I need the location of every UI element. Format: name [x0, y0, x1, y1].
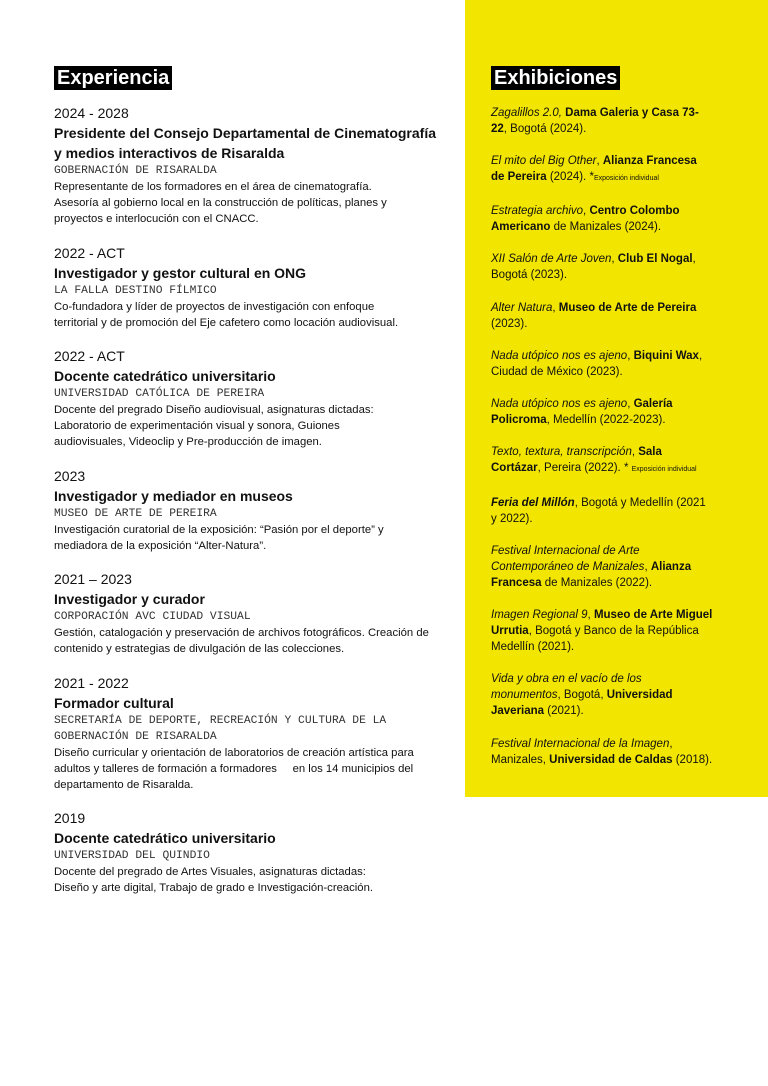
entry-date: 2024 - 2028: [54, 105, 129, 121]
exhibition-entry: [491, 495, 751, 527]
exhibition-entry: [491, 348, 751, 380]
entry-title: Formador cultural: [54, 694, 174, 711]
exhibition-details: (2021).: [544, 705, 584, 718]
entry-title: Docente catedrático universitario: [54, 830, 276, 846]
exhibition-title: Festival Internacional de Arte Contemporáneo de Manizales: [491, 544, 645, 573]
experience-entry: [54, 243, 459, 331]
exhibition-entry: [491, 251, 751, 283]
exhibition-details: ,: [596, 154, 603, 167]
exhibition-entry: [491, 300, 751, 332]
exhibition-title: Texto, textura, transcripción: [491, 446, 632, 459]
entry-description: Docente del pregrado de Artes Visuales, asignaturas dictadas: Diseño y arte digital, Trabajo de grado e Investigación-creación.: [54, 866, 374, 894]
experience-entry: [54, 103, 459, 227]
experience-entry: [54, 569, 459, 657]
exhibition-venue: Sala Cortázar: [491, 446, 662, 475]
entry-date: 2019: [54, 810, 86, 826]
entry-organization: MUSEO DE ARTE DE PEREIRA: [54, 507, 217, 520]
exhibition-note: Exposición individual: [593, 174, 659, 182]
exhibition-title: Imagen Regional 9: [491, 609, 588, 621]
exhibition-details: , Ciudad de México (2023).: [491, 349, 703, 378]
exhibition-venue: Galería Policroma: [491, 398, 673, 426]
experience-entry: [54, 466, 459, 554]
exhibition-title: Alter Natura: [491, 301, 553, 314]
exhibition-details: ,: [611, 253, 618, 266]
exhibition-title: Zagalillos 2.0,: [491, 106, 562, 119]
exhibition-title: Estrategia archivo: [491, 205, 584, 217]
exhibition-details: , Bogotá,: [557, 689, 607, 702]
exhibition-venue: Alianza Francesa de Pereira: [491, 154, 697, 183]
entry-title: Presidente del Consejo Departamental de Cinematografía y medios interactivos de Risaralda: [54, 125, 436, 161]
exhibition-title: Vida y obra en el vacío de los monumentos: [491, 673, 642, 702]
experience-heading: Experiencia: [54, 66, 172, 90]
entry-organization: UNIVERSIDAD DEL QUINDIO: [54, 850, 210, 862]
entry-organization: LA FALLA DESTINO FÍLMICO: [54, 284, 217, 297]
exhibition-details: , Bogotá (2024).: [503, 122, 587, 135]
exhibition-details: ,: [644, 560, 651, 573]
exhibition-venue: Universidad Javeriana: [491, 689, 673, 718]
entry-description: Diseño curricular y orientación de laboratorios de creación artística para adultos y talleres de formación a formadores en los 14 municipios del departamento de Risaralda.: [54, 746, 414, 791]
exhibition-details: , Bogotá y Medellín (2021 y 2022).: [491, 496, 706, 525]
exhibition-entry: [491, 203, 751, 235]
entry-date: 2022 - ACT: [54, 348, 125, 364]
exhibition-entry: [491, 671, 751, 719]
exhibition-title: XII Salón de Arte Joven: [491, 253, 612, 266]
exhibition-venue: Universidad de Caldas: [549, 753, 673, 766]
exhibition-details: , Bogotá y Banco de la República Medellín (2021).: [491, 625, 699, 653]
exhibitions-heading: Exhibiciones: [491, 66, 620, 90]
exhibition-venue: Museo de Arte de Pereira: [558, 301, 697, 314]
entry-title: Docente catedrático universitario: [54, 368, 276, 384]
exhibition-details: (2024). *: [546, 170, 594, 183]
entry-organization: CORPORACIÓN AVC CIUDAD VISUAL: [54, 611, 251, 623]
exhibition-entry: [491, 396, 751, 428]
exhibition-venue: Biquini Wax: [633, 349, 699, 362]
exhibition-venue: Club El Nogal: [617, 253, 693, 266]
entry-description: Gestión, catalogación y preservación de archivos fotográficos. Creación de contenido y estrategias de divulgación de las colecciones.: [54, 627, 429, 655]
exhibition-details: (2018).: [672, 753, 713, 766]
exhibition-details: ,: [631, 446, 639, 459]
exhibition-venue: Museo de Arte Miguel Urrutia: [491, 609, 713, 637]
exhibition-details: , Bogotá (2023).: [491, 253, 696, 282]
experience-entry: [54, 808, 459, 896]
entry-title: Investigador y gestor cultural en ONG: [54, 264, 307, 281]
exhibition-title: Nada utópico nos es ajeno: [491, 398, 628, 410]
exhibition-details: (2023).: [491, 317, 528, 330]
exhibition-details: ,: [552, 301, 559, 314]
exhibition-details: ,: [587, 609, 594, 621]
entry-title: Investigador y curador: [54, 591, 205, 607]
entry-date: 2021 - 2022: [54, 674, 129, 691]
exhibition-venue: Centro Colombo Americano: [491, 205, 680, 233]
exhibition-entry: [491, 153, 751, 187]
exhibition-entry: [491, 105, 751, 137]
exhibition-details: de Manizales (2024).: [550, 221, 662, 233]
exhibition-note: Exposición individual: [631, 466, 697, 474]
exhibition-details: ,: [627, 398, 634, 410]
exhibition-entry: [491, 607, 751, 655]
experience-entry: [54, 673, 459, 793]
exhibition-title: Festival Internacional de la Imagen: [491, 737, 670, 750]
exhibition-venue: Dama Galeria y Casa 73- 22: [491, 106, 699, 135]
entry-description: Investigación curatorial de la exposición: “Pasión por el deporte” y mediadora de la exposición “Alter-Natura”.: [54, 523, 384, 552]
entry-date: 2023: [54, 467, 86, 484]
exhibition-title: Nada utópico nos es ajeno: [491, 349, 628, 362]
exhibition-details: de Manizales (2022).: [541, 576, 653, 589]
exhibition-entry: [491, 736, 751, 768]
exhibition-details: , Manizales,: [491, 737, 673, 766]
exhibition-details: ,: [583, 205, 590, 217]
experience-entry: [54, 346, 459, 450]
entry-organization: UNIVERSIDAD CATÓLICA DE PEREIRA: [54, 388, 265, 400]
entry-date: 2021 – 2023: [54, 571, 132, 587]
exhibition-entry: [491, 444, 751, 478]
exhibition-title: El mito del Big Other: [491, 154, 597, 167]
entry-organization: GOBERNACIÓN DE RISARALDA: [54, 165, 217, 177]
exhibition-details: , Medellín (2022-2023).: [546, 414, 666, 426]
entry-title: Investigador y mediador en museos: [54, 487, 293, 504]
exhibition-entry: [491, 543, 751, 591]
experience-list: [54, 103, 459, 896]
exhibition-event: Feria del Millón: [491, 496, 575, 509]
entry-description: Docente del pregrado Diseño audiovisual, asignaturas dictadas: Laboratorio de experimentación visual y sonora, Guiones audiovisuales, Videoclip y Pre-producción de imagen.: [54, 404, 374, 448]
entry-description: Co-fundadora y líder de proyectos de investigación con enfoque territorial y de promoción del Eje cafetero como locación audiovisual.: [54, 300, 399, 329]
entry-description: Representante de los formadores en el área de cinematografía. Asesoría al gobierno local en la construcción de políticas, planes y proyectos e interlocución con el CNACC.: [54, 181, 387, 225]
exhibitions-list: [491, 105, 751, 784]
entry-date: 2022 - ACT: [54, 244, 125, 261]
exhibition-details: , Pereira (2022). *: [537, 462, 632, 475]
entry-organization: SECRETARÍA DE DEPORTE, RECREACIÓN Y CULTURA DE LA GOBERNACIÓN DE RISARALDA: [54, 714, 387, 743]
exhibition-venue: Alianza Francesa: [491, 560, 692, 589]
exhibition-details: ,: [627, 349, 634, 362]
